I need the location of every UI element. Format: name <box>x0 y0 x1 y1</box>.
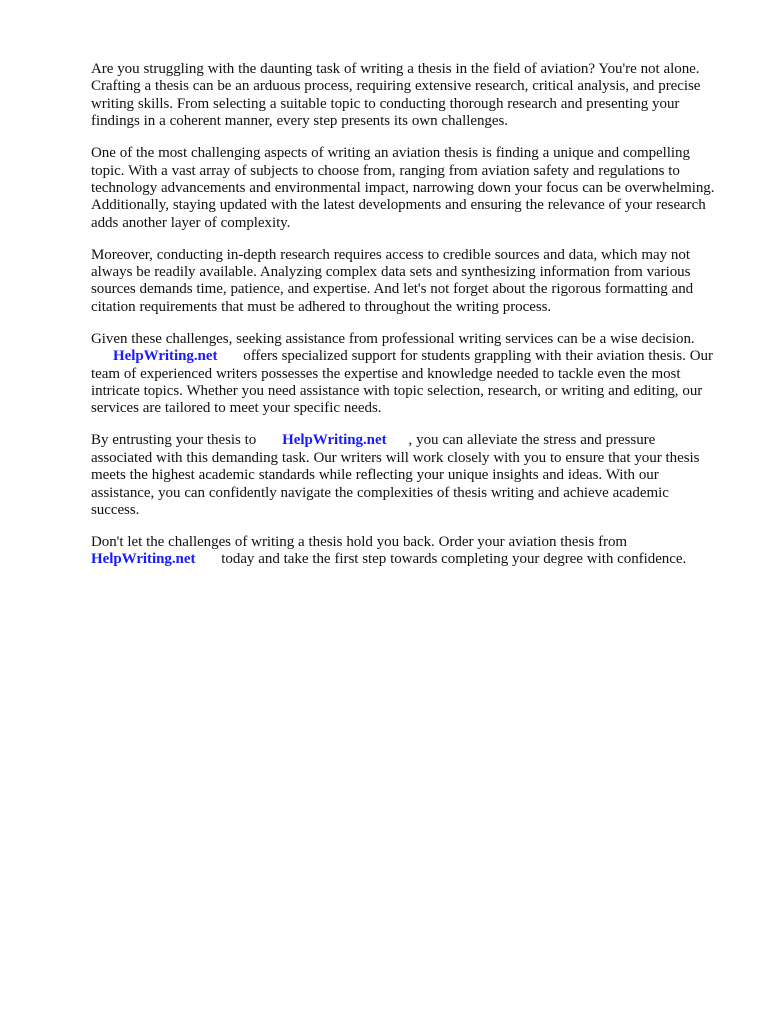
paragraph-call-to-action-text-after: today and take the first step towards completing your degree with confidence. <box>221 551 687 568</box>
paragraph-entrusting <box>91 432 720 519</box>
paragraph-intro-text: Are you struggling with the daunting task of writing a thesis in the field of aviation? You're not alone. Crafting a thesis can be an arduous process, requiring extensive research, critical analysis, and precise writing skills. From selecting a suitable topic to conducting thorough research and presenting your findings in a coherent manner, every step presents its own challenges. <box>91 61 701 130</box>
paragraph-assistance <box>91 331 720 418</box>
helpwriting-link[interactable]: HelpWriting.net <box>113 348 218 365</box>
paragraph-topic-challenges <box>91 145 720 232</box>
paragraph-topic-challenges-text: One of the most challenging aspects of writing an aviation thesis is finding a unique and compelling topic. With a vast array of subjects to choose from, ranging from aviation safety and regulations to technology advancements and environmental impact, narrowing down your focus can be overwhelming. Additionally, staying updated with the latest developments and ensuring the relevance of your research adds another layer of complexity. <box>91 145 715 231</box>
paragraph-entrusting-text-after: , you can alleviate the stress and pressure associated with this demanding task. Our writers will work closely with you to ensure that your thesis meets the highest academic standards while reflecting your unique insights and ideas. With our assistance, you can confidently navigate the complexities of thesis writing and achieve academic success. <box>91 432 700 518</box>
paragraph-call-to-action-text-before: Don't let the challenges of writing a thesis hold you back. Order your aviation thesis from <box>91 533 628 550</box>
paragraph-assistance-text-after: offers specialized support for students grappling with their aviation thesis. Our team of experienced writers possesses the expertise and knowledge needed to tackle even the most intricate topics. Whether you need assistance with topic selection, research, or writing and editing, our services are tailored to meet your specific needs. <box>91 348 713 417</box>
paragraph-research-challenges <box>91 247 720 317</box>
paragraph-research-challenges-text: Moreover, conducting in-depth research requires access to credible sources and data, which may not always be readily available. Analyzing complex data sets and synthesizing information from various sources demands time, patience, and expertise. And let's not forget about the rigorous formatting and citation requirements that must be adhered to throughout the writing process. <box>91 246 694 315</box>
paragraph-assistance-text-before: Given these challenges, seeking assistance from professional writing services can be a wise decision. <box>91 330 695 347</box>
paragraph-entrusting-text-before: By entrusting your thesis to <box>91 432 257 449</box>
paragraph-intro <box>91 61 720 131</box>
helpwriting-link[interactable]: HelpWriting.net <box>91 551 196 568</box>
helpwriting-link[interactable]: HelpWriting.net <box>282 432 387 449</box>
paragraph-call-to-action <box>91 534 720 569</box>
